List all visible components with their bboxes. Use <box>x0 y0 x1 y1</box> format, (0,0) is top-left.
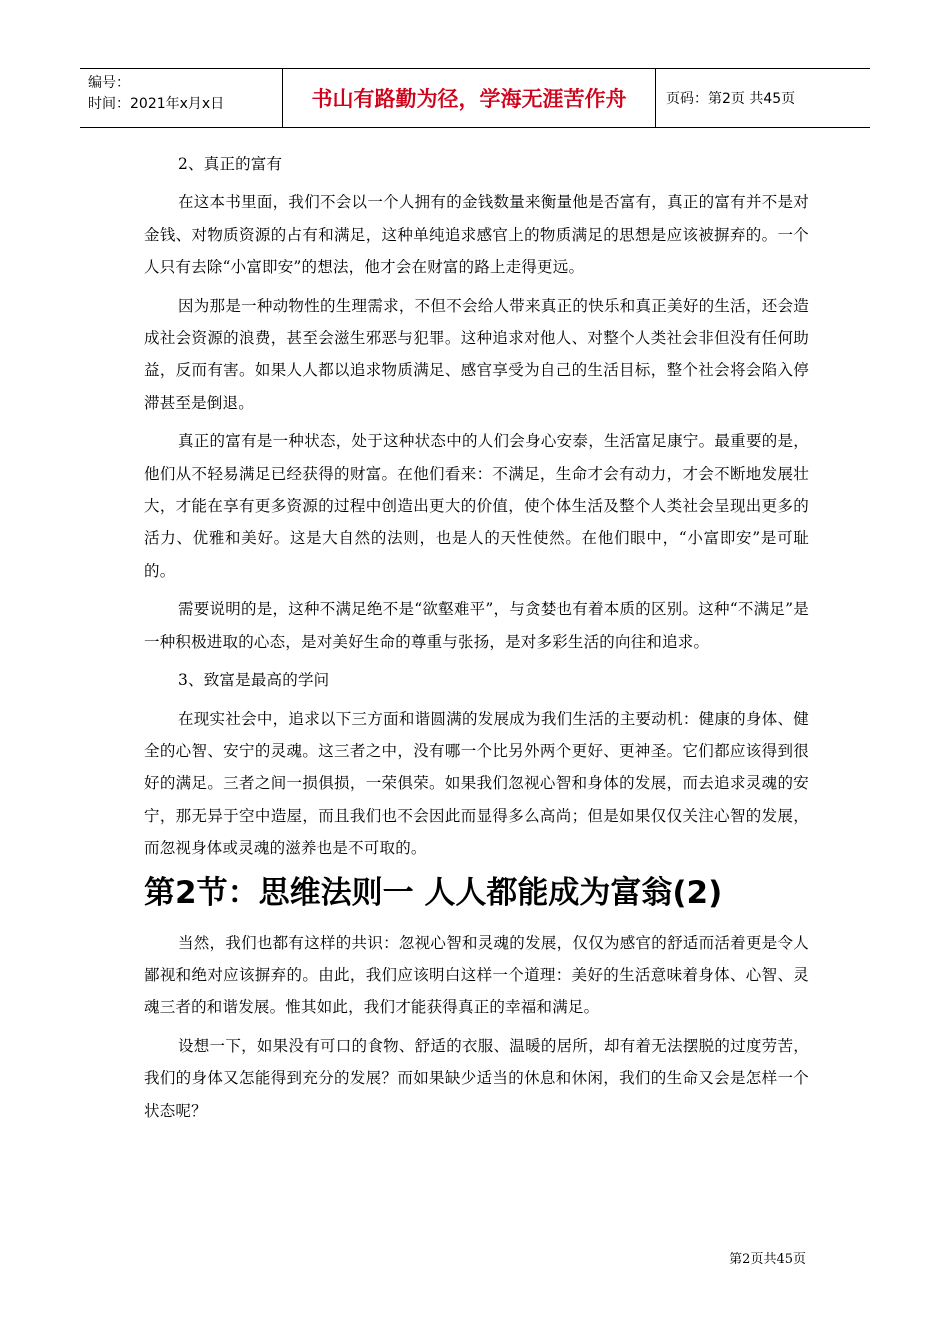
subheading-true-wealth: 2、真正的富有 <box>178 155 283 173</box>
document-body <box>144 148 809 1133</box>
document-date-label: 时间：2021年x月x日 <box>88 96 225 112</box>
paragraph: 因为那是一种动物性的生理需求，不但不会给人带来真正的快乐和真正美好的生活，还会造成社会资源的浪费，甚至会滋生邪恶与犯罪。这种追求对他人、对整个人类社会非但没有任何助益，反而有害。如果人人都以追求物质满足、感官享受为自己的生活目标，整个社会将会陷入停滞甚至是倒退。 <box>144 296 809 412</box>
paragraph: 在现实社会中，追求以下三方面和谐圆满的发展成为我们生活的主要动机：健康的身体、健全的心智、安宁的灵魂。这三者之中，没有哪一个比另外两个更好、更神圣。它们都应该得到很好的满足。三者之间一损俱损，一荣俱荣。如果我们忽视心智和身体的发展，而去追求灵魂的安宁，那无异于空中造屋，而且我们也不会因此而显得多么高尚；但是如果仅仅关注心智的发展，而忽视身体或灵魂的滋养也是不可取的。 <box>144 709 809 858</box>
header-page-info: 页码：第2页 共45页 <box>666 91 796 107</box>
subheading-wealth-learning: 3、致富是最高的学问 <box>178 671 330 690</box>
page-header <box>80 68 870 128</box>
header-motto: 书山有路勤为径，学海无涯苦作舟 <box>283 69 656 127</box>
document-number-label: 编号： <box>88 75 130 91</box>
header-meta <box>80 69 283 127</box>
paragraph: 设想一下，如果没有可口的食物、舒适的衣服、温暖的居所，却有着无法摆脱的过度劳苦，我们的身体又怎能得到充分的发展？而如果缺少适当的休息和休闲，我们的生命又会是怎样一个状态呢？ <box>144 1036 809 1120</box>
paragraph: 当然，我们也都有这样的共识：忽视心智和灵魂的发展，仅仅为感官的舒适而活着更是令人鄙视和绝对应该摒弃的。由此，我们应该明白这样一个道理：美好的生活意味着身体、心智、灵魂三者的和谐发展。惟其如此，我们才能获得真正的幸福和满足。 <box>144 933 809 1017</box>
paragraph: 在这本书里面，我们不会以一个人拥有的金钱数量来衡量他是否富有，真正的富有并不是对金钱、对物质资源的占有和满足，这种单纯追求感官上的物质满足的思想是应该被摒弃的。一个人只有去除“小富即安”的想法，他才会在财富的路上走得更远。 <box>144 193 809 277</box>
page-footer: 第2页共45页 <box>729 1252 806 1267</box>
paragraph: 需要说明的是，这种不满足绝不是“欲壑难平”，与贪婪也有着本质的区别。这种“不满足”是一种积极进取的心态，是对美好生命的尊重与张扬，是对多彩生活的向往和追求。 <box>144 600 809 651</box>
paragraph: 真正的富有是一种状态，处于这种状态中的人们会身心安泰，生活富足康宁。最重要的是，他们从不轻易满足已经获得的财富。在他们看来：不满足，生命才会有动力，才会不断地发展壮大，才能在享有更多资源的过程中创造出更大的价值，使个体生活及整个人类社会呈现出更多的活力、优雅和美好。这是大自然的法则，也是人的天性使然。在他们眼中，“小富即安”是可耻的。 <box>144 432 809 580</box>
section-title: 第2节：思维法则一 人人都能成为富翁(2) <box>144 874 723 911</box>
